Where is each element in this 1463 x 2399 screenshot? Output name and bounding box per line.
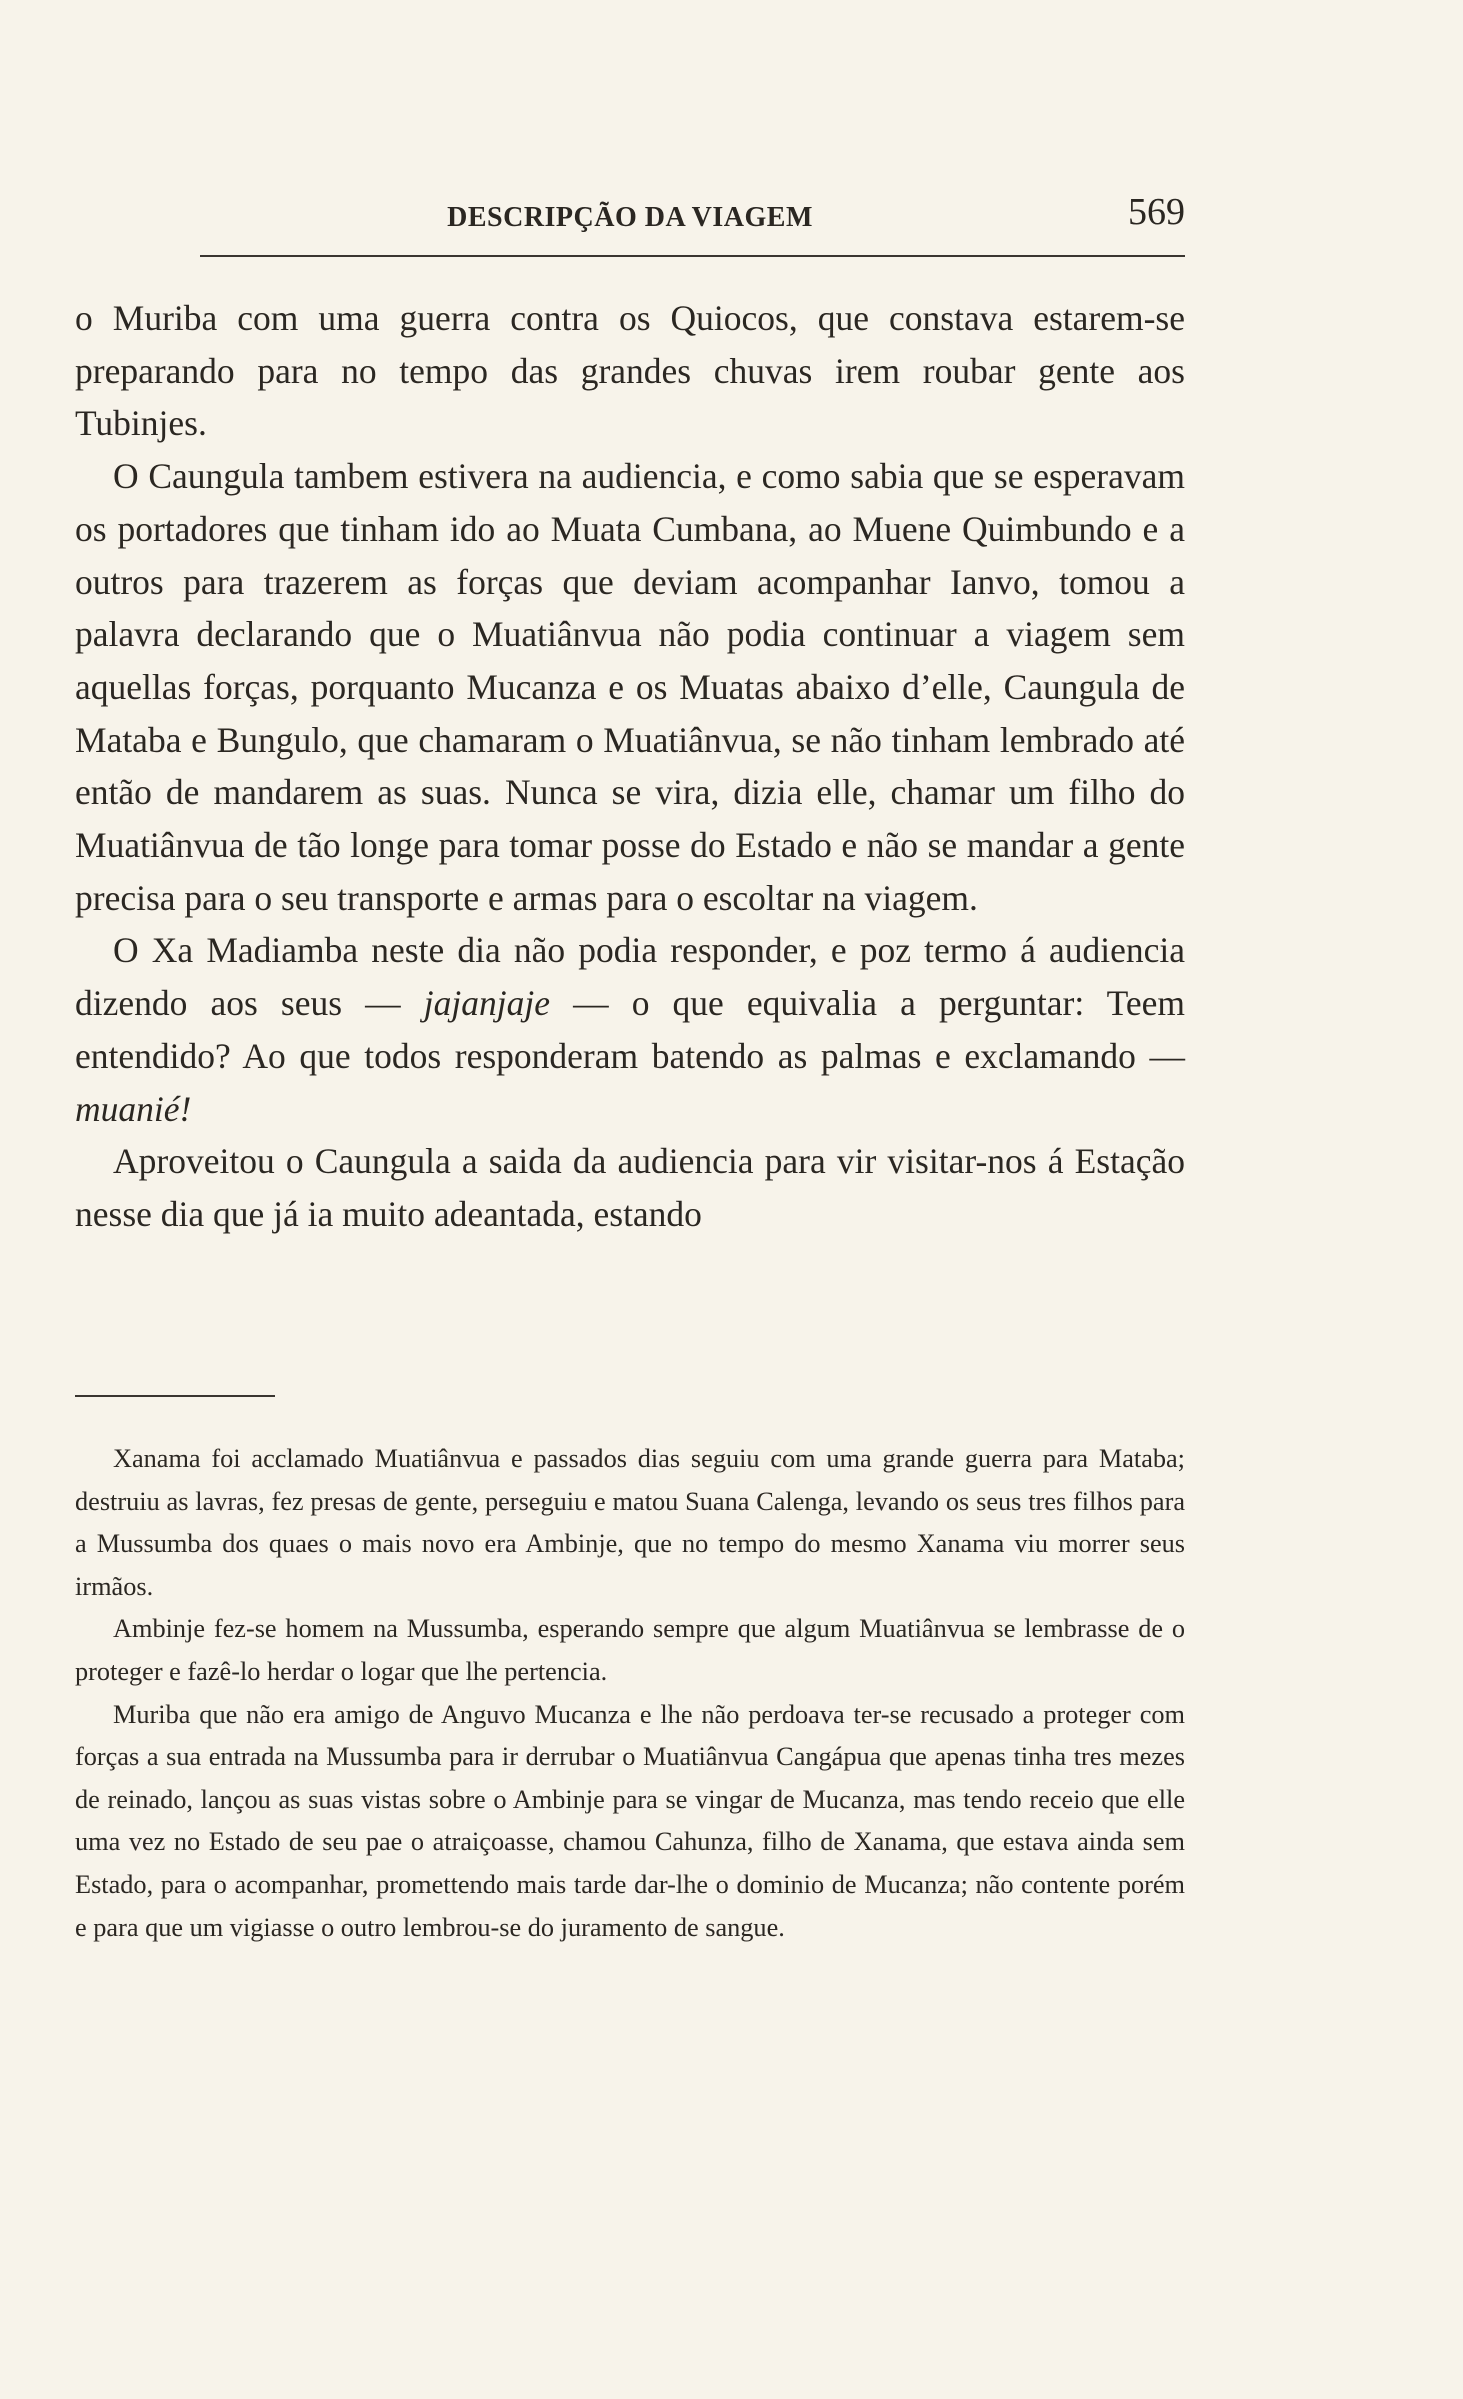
header-rule [200, 255, 1185, 257]
paragraph-2: O Caungula tambem estivera na audiencia, e como sabia que se esperavam os portadores que tinham ido ao Muata Cumbana, ao Muene Quimbundo e a outros para trazerem as forças que deviam acompanhar Ianvo, tomou a palavra declarando que o Muatiânvua não podia continuar a viagem sem aquellas forças, porquanto Mucanza e os Muatas abaixo d’elle, Caungula de Mataba e Bungulo, que chamaram o Muatiânvua, se não tinham lembrado até então de mandarem as suas. Nunca se vira, dizia elle, chamar um filho do Muatiânvua de tão longe para tomar posse do Estado e não se mandar a gente precisa para o seu transporte e armas para o escoltar na viagem. [75, 456, 1185, 918]
footnote-paragraph-1: Xanama foi acclamado Muatiânvua e passados dias seguiu com uma grande guerra para Mataba; destruiu as lavras, fez presas de gente, perseguiu e matou Suana Calenga, levando os seus tres filhos para a Mussumba dos quaes o mais novo era Ambinje, que no tempo do mesmo Xanama viu morrer seus irmãos. [75, 1444, 1185, 1601]
paragraph-4: Aproveitou o Caungula a saida da audiencia para vir visitar-nos á Estação nesse dia que já ia muito adeantada, estando [75, 1141, 1185, 1234]
italic-word-jajanjaje: jajanjaje [423, 983, 550, 1024]
running-title: DESCRIPÇÃO DA VIAGEM [447, 202, 813, 233]
page-header [75, 180, 1185, 240]
paragraph-1: o Muriba com uma guerra contra os Quiocos, que constava estarem-se preparando para no tempo das grandes chuvas irem roubar gente aos Tubinjes. [75, 298, 1185, 444]
main-text [75, 292, 1185, 1241]
footnotes [75, 1438, 1185, 1949]
footnote-paragraph-2: Ambinje fez-se homem na Mussumba, esperando sempre que algum Muatiânvua se lembrasse de o proteger e fazê-lo herdar o logar que lhe pertencia. [75, 1614, 1185, 1686]
paragraph-3 [75, 924, 1185, 1135]
page-number: 569 [1128, 191, 1185, 233]
italic-word-muanie: muanié! [75, 1088, 192, 1129]
footnote-paragraph-3: Muriba que não era amigo de Anguvo Mucanza e lhe não perdoava ter-se recusado a proteger com forças a sua entrada na Mussumba para ir derrubar o Muatiânvua Cangápua que apenas tinha tres mezes de reinado, lançou as suas vistas sobre o Ambinje para se vingar de Mucanza, mas tendo receio que elle uma vez no Estado de seu pae o atraiçoasse, chamou Cahunza, filho de Xanama, que estava ainda sem Estado, para o acompanhar, promettendo mais tarde dar-lhe o dominio de Mucanza; não contente porém e para que um vigiasse o outro lembrou-se do juramento de sangue. [75, 1699, 1185, 1942]
paragraph-3-part-b: — o que equivalia a perguntar: Teem entendido? Ao que todos responderam batendo as palmas e exclamando — [75, 983, 1186, 1076]
footnote-rule [75, 1395, 275, 1397]
paragraph-3-part-a: O Xa Madiamba neste dia não podia responder, e poz termo á audiencia dizendo aos seus — [75, 930, 1185, 1024]
